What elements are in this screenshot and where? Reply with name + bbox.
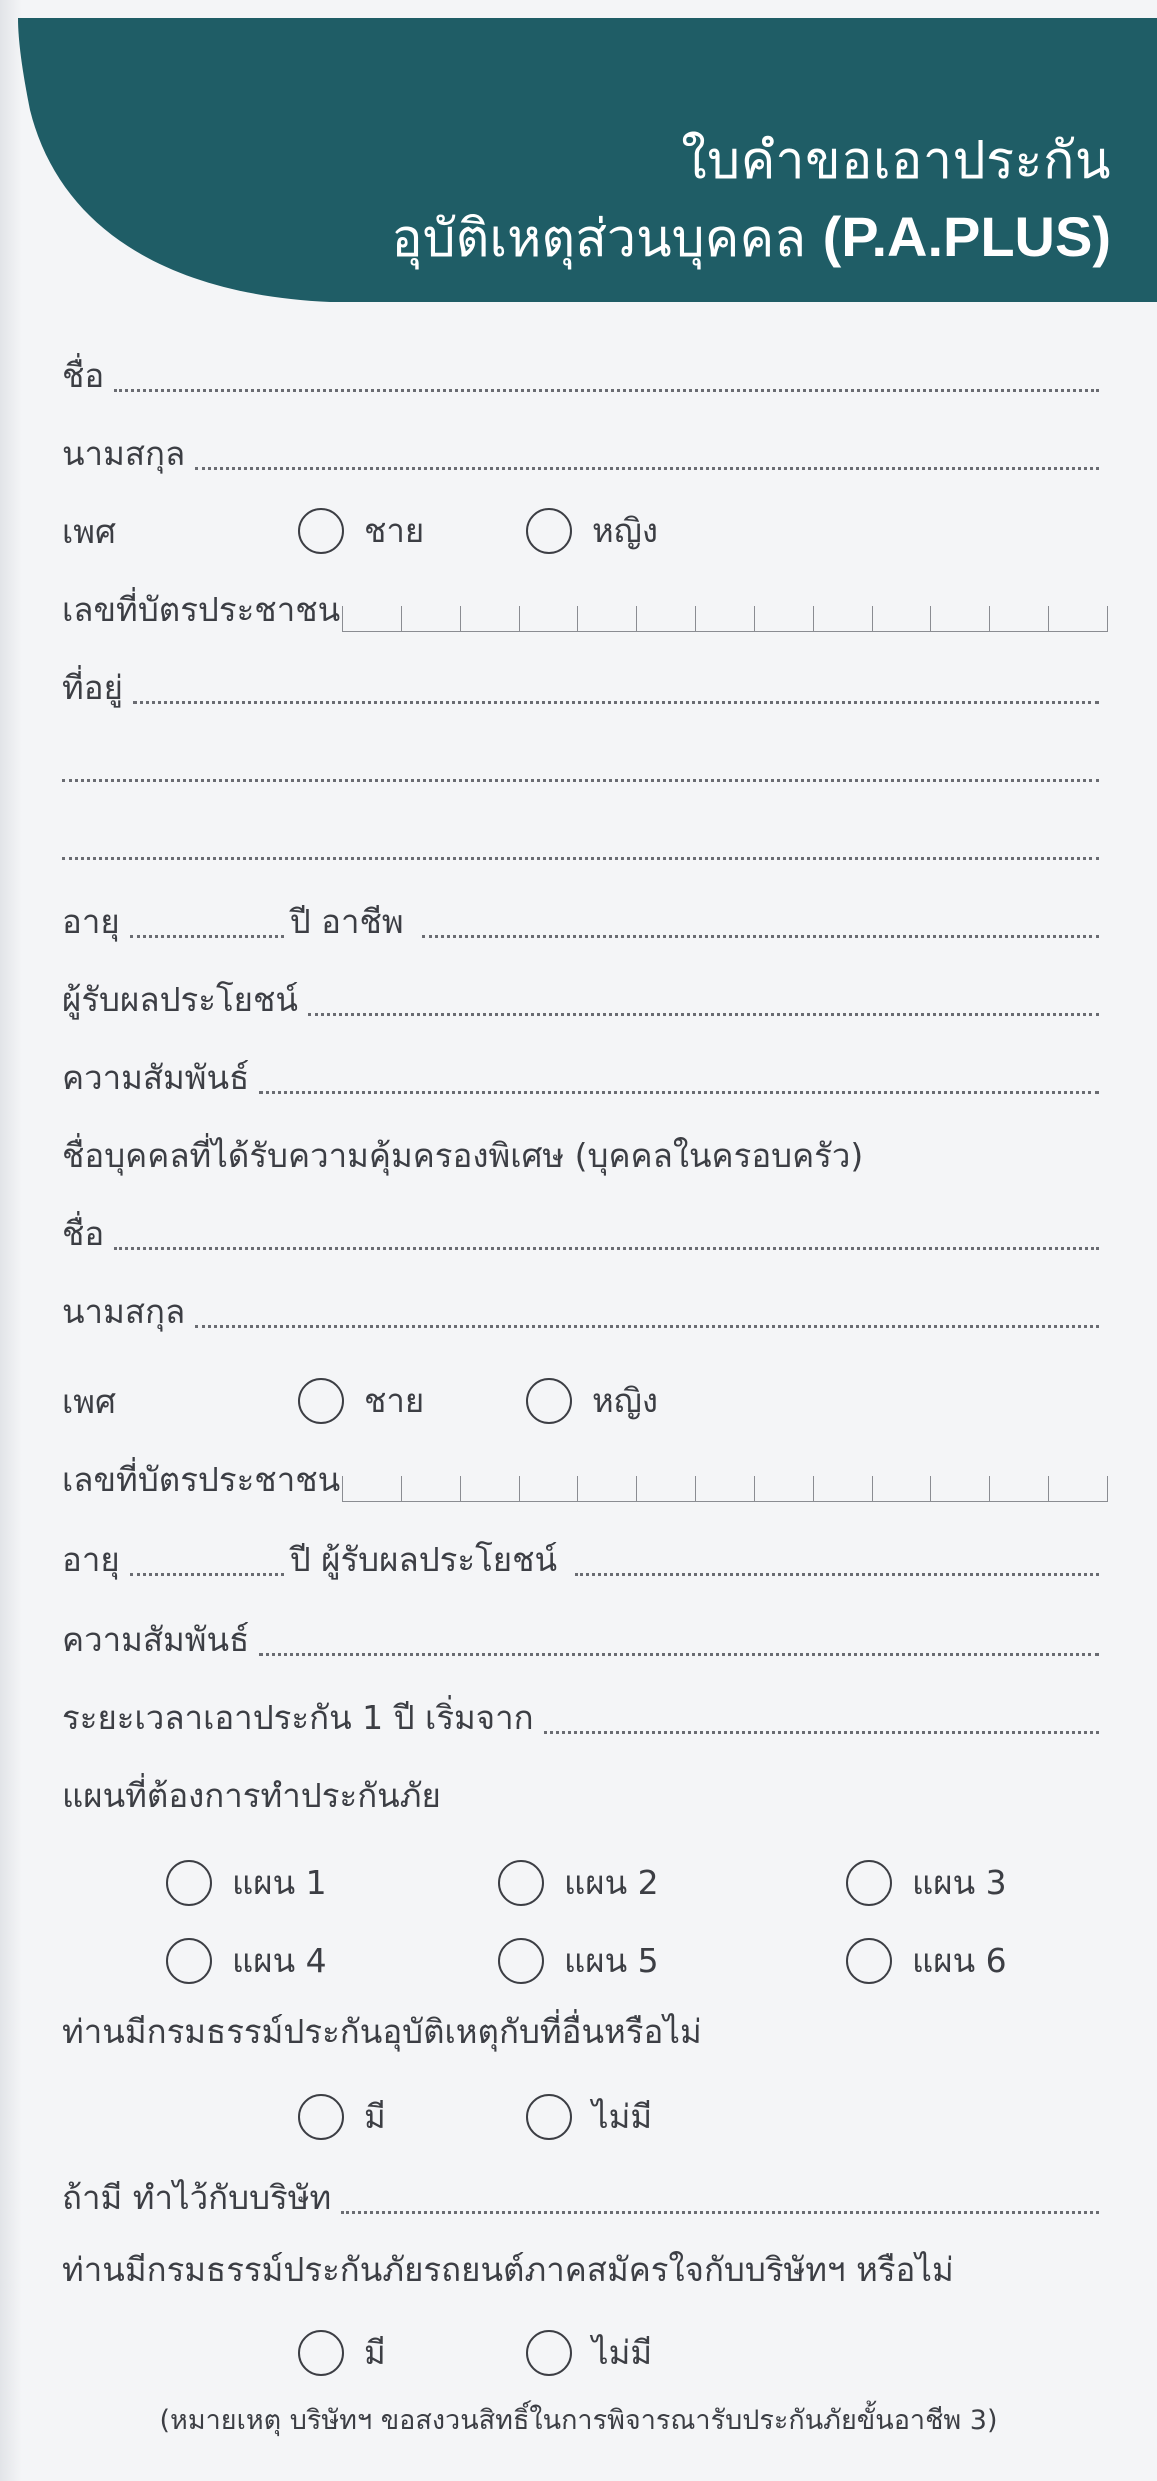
female-radio[interactable]	[526, 508, 572, 554]
period-label: ระยะเวลาเอาประกัน 1 ปี เริ่มจาก	[62, 1698, 534, 1737]
plan-radio[interactable]	[846, 1860, 892, 1906]
car-policy-question: ท่านมีกรมธรรม์ประกันภัยรถยนต์ภาคสมัครใจกับบริษัทฯ หรือไม่	[62, 2250, 954, 2289]
plan-option[interactable]	[846, 1934, 1007, 1987]
plan-option-label: แผน 3	[912, 1863, 1007, 1902]
occupation-label: ปี อาชีพ	[289, 902, 404, 941]
period-row	[62, 1688, 1105, 1744]
other-policy-yes-option[interactable]	[298, 2090, 386, 2143]
name-label: ชื่อ	[62, 356, 105, 395]
family-gender-male-option[interactable]	[298, 1374, 424, 1427]
period-start-field[interactable]	[544, 1731, 1099, 1734]
form-subtitle-text: อุบัติเหตุส่วนบุคคล	[391, 209, 807, 269]
plan-option-label: แผน 6	[912, 1941, 1007, 1980]
plan-option-label: แผน 5	[564, 1941, 659, 1980]
other-policy-no-radio[interactable]	[526, 2094, 572, 2140]
family-name-field[interactable]	[114, 1247, 1099, 1250]
plan-option-label: แผน 2	[564, 1863, 659, 1902]
family-age-label: อายุ	[62, 1540, 120, 1579]
plan-radio[interactable]	[498, 1938, 544, 1984]
other-policy-no-label: ไม่มี	[592, 2097, 653, 2136]
address-row	[62, 658, 1105, 714]
form-subtitle	[391, 196, 1111, 279]
address-row-2	[62, 736, 1105, 792]
other-policy-yes-label: มี	[364, 2097, 386, 2136]
family-beneficiary-field[interactable]	[575, 1573, 1099, 1576]
occupation-field[interactable]	[422, 935, 1099, 938]
plan-option[interactable]	[498, 1856, 659, 1909]
car-policy-yes-label: มี	[364, 2333, 386, 2372]
footnote: (หมายเหตุ บริษัทฯ ขอสงวนสิทธิ์ในการพิจารณารับประกันภัยขั้นอาชีพ 3)	[159, 2405, 998, 2436]
family-female-radio[interactable]	[526, 1378, 572, 1424]
car-policy-no-option[interactable]	[526, 2326, 652, 2379]
family-id-label: เลขที่บัตรประชาชน	[62, 1460, 341, 1499]
age-field[interactable]	[130, 935, 284, 938]
plan-option-label: แผน 1	[232, 1863, 327, 1902]
address-field-1[interactable]	[133, 701, 1099, 704]
address-row-3	[62, 814, 1105, 870]
other-company-row	[62, 2168, 1105, 2224]
surname-label: นามสกุล	[62, 434, 186, 473]
other-policy-no-option[interactable]	[526, 2090, 652, 2143]
car-policy-no-label: ไม่มี	[592, 2333, 653, 2372]
car-policy-yes-radio[interactable]	[298, 2330, 344, 2376]
other-policy-yes-radio[interactable]	[298, 2094, 344, 2140]
plan-radio[interactable]	[498, 1860, 544, 1906]
family-section-row	[62, 1126, 1105, 1182]
plan-question-row	[62, 1766, 1105, 1822]
family-surname-label: นามสกุล	[62, 1292, 186, 1331]
relationship-row	[62, 1048, 1105, 1104]
address-field-3[interactable]	[62, 857, 1099, 860]
car-policy-no-radio[interactable]	[526, 2330, 572, 2376]
other-policy-question: ท่านมีกรมธรรม์ประกันอุบัติเหตุกับที่อื่นหรือไม่	[62, 2012, 702, 2051]
surname-row	[62, 424, 1105, 480]
address-label: ที่อยู่	[62, 668, 123, 707]
plan-radio[interactable]	[166, 1860, 212, 1906]
family-male-radio[interactable]	[298, 1378, 344, 1424]
plan-radio[interactable]	[166, 1938, 212, 1984]
family-age-field[interactable]	[130, 1573, 284, 1576]
female-label: หญิง	[592, 511, 658, 550]
beneficiary-label: ผู้รับผลประโยชน์	[62, 980, 298, 1019]
other-company-label: ถ้ามี ทำไว้กับบริษัท	[62, 2178, 332, 2217]
plan-radio[interactable]	[846, 1938, 892, 1984]
beneficiary-field[interactable]	[308, 1013, 1099, 1016]
plan-option[interactable]	[166, 1856, 327, 1909]
form-title: ใบคำขอเอาประกัน	[681, 131, 1111, 191]
family-gender-female-option[interactable]	[526, 1374, 658, 1427]
car-policy-yes-option[interactable]	[298, 2326, 386, 2379]
beneficiary-row	[62, 970, 1105, 1026]
age-occupation-row	[62, 892, 1105, 948]
family-surname-row	[62, 1282, 1105, 1338]
name-field[interactable]	[114, 389, 1099, 392]
relationship-field[interactable]	[259, 1091, 1099, 1094]
gender-male-option[interactable]	[298, 504, 424, 557]
age-label: อายุ	[62, 902, 120, 941]
plan-option[interactable]	[166, 1934, 327, 1987]
family-relationship-field[interactable]	[259, 1653, 1099, 1656]
family-id-number-boxes[interactable]	[342, 1476, 1108, 1502]
paper-edge	[0, 0, 22, 2481]
plan-option-label: แผน 4	[232, 1941, 327, 1980]
name-row	[62, 346, 1105, 402]
plan-option[interactable]	[498, 1934, 659, 1987]
family-relationship-row	[62, 1610, 1105, 1666]
family-gender-label: เพศ	[62, 1382, 116, 1421]
car-policy-row	[62, 2240, 1105, 2296]
family-male-label: ชาย	[364, 1381, 425, 1420]
male-radio[interactable]	[298, 508, 344, 554]
family-section-label: ชื่อบุคคลที่ได้รับความคุ้มครองพิเศษ (บุคคลในครอบครัว)	[62, 1136, 864, 1175]
family-relationship-label: ความสัมพันธ์	[62, 1620, 250, 1659]
gender-female-option[interactable]	[526, 504, 658, 557]
family-female-label: หญิง	[592, 1381, 658, 1420]
family-name-label: ชื่อ	[62, 1214, 105, 1253]
male-label: ชาย	[364, 511, 425, 550]
gender-label: เพศ	[62, 512, 116, 551]
address-field-2[interactable]	[62, 779, 1099, 782]
surname-field[interactable]	[195, 467, 1099, 470]
family-name-row	[62, 1204, 1105, 1260]
id-number-boxes[interactable]	[342, 606, 1108, 632]
plan-option[interactable]	[846, 1856, 1007, 1909]
id-label: เลขที่บัตรประชาชน	[62, 590, 341, 629]
other-company-field[interactable]	[341, 2211, 1099, 2214]
family-age-beneficiary-row	[62, 1530, 1105, 1586]
plan-question: แผนที่ต้องการทำประกันภัย	[62, 1776, 441, 1815]
family-beneficiary-label: ปี ผู้รับผลประโยชน์	[289, 1540, 558, 1579]
product-code: (P.A.PLUS)	[822, 205, 1111, 268]
other-policy-row	[62, 2002, 1105, 2058]
family-surname-field[interactable]	[195, 1325, 1099, 1328]
relationship-label: ความสัมพันธ์	[62, 1058, 250, 1097]
